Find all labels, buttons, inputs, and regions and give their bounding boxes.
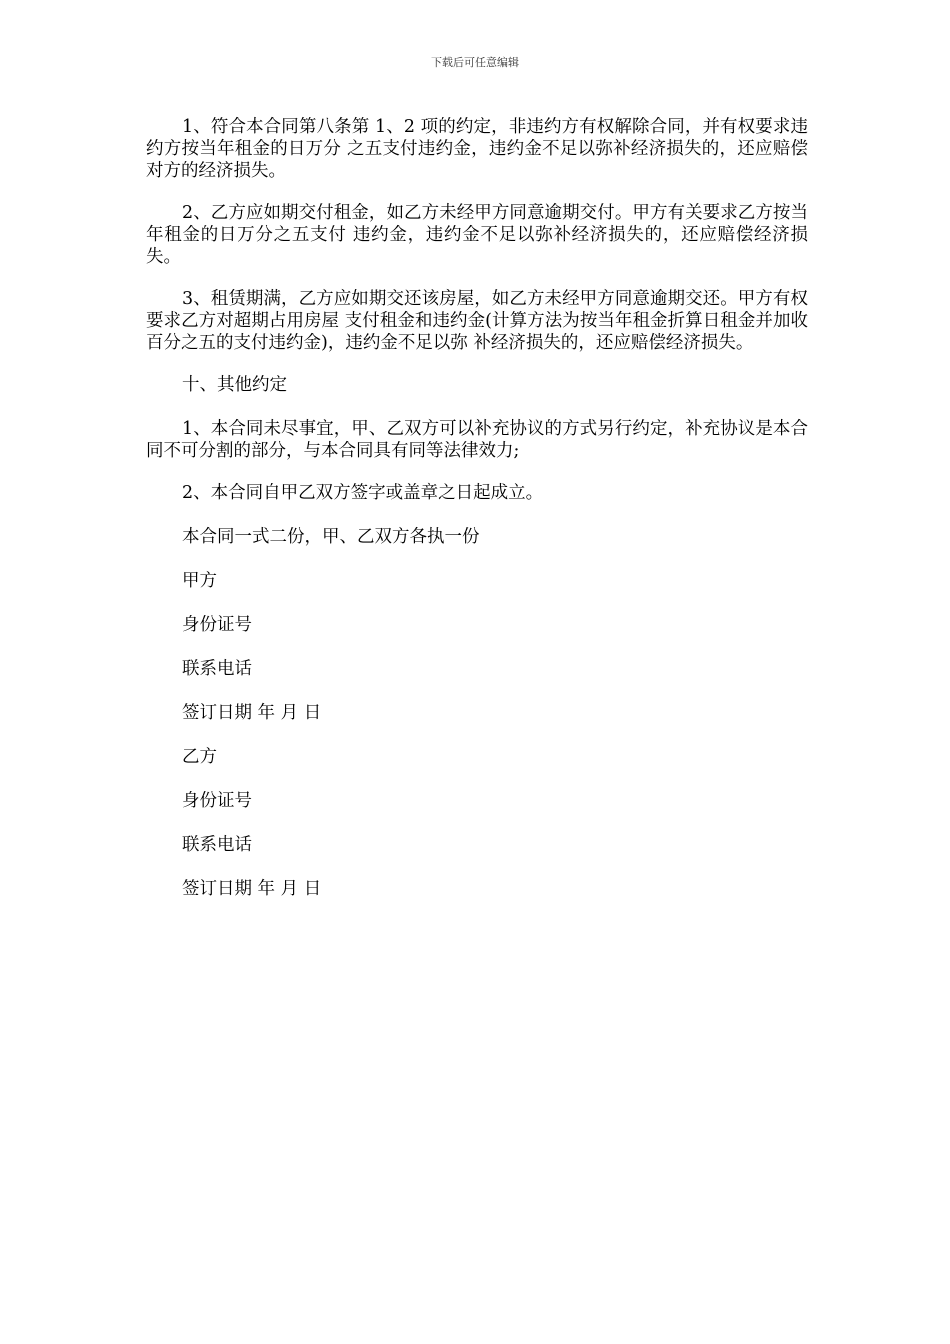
header-note: 下载后可任意编辑 [431, 56, 519, 69]
party-a-sign-date: 签订日期 年 月 日 [182, 703, 322, 723]
other-terms-paragraph-2: 2、本合同自甲乙双方签字或盖章之日起成立。 [182, 483, 544, 503]
party-b-label: 乙方 [182, 747, 217, 767]
party-b-phone: 联系电话 [182, 835, 252, 855]
copies-statement: 本合同一式二份，甲、乙双方各执一份 [182, 527, 480, 547]
party-b-sign-date: 签订日期 年 月 日 [182, 879, 322, 899]
party-a-id-number: 身份证号 [182, 615, 252, 635]
document-body [146, 116, 808, 922]
party-a-phone: 联系电话 [182, 659, 252, 679]
clause-paragraph-1: 1、符合本合同第八条第 1、2 项的约定，非违约方有权解除合同，并有权要求违约方按当年租金的日万分 之五支付违约金，违约金不足以弥补经济损失的，还应赔偿对方的经济损失。 [146, 117, 808, 181]
other-terms-paragraph-1: 1、本合同未尽事宜，甲、乙双方可以补充协议的方式另行约定，补充协议是本合同不可分割的部分，与本合同具有同等法律效力; [146, 419, 808, 461]
section-heading-other-terms: 十、其他约定 [182, 375, 287, 395]
clause-paragraph-2: 2、乙方应如期交付租金，如乙方未经甲方同意逾期交付。甲方有关要求乙方按当年租金的日万分之五支付 违约金，违约金不足以弥补经济损失的，还应赔偿经济损失。 [146, 203, 808, 267]
clause-paragraph-3: 3、租赁期满，乙方应如期交还该房屋，如乙方未经甲方同意逾期交还。甲方有权要求乙方对超期占用房屋 支付租金和违约金(计算方法为按当年租金折算日租金并加收百分之五的支付违约金)，违约金不足以弥 补经济损失的，还应赔偿经济损失。 [146, 289, 808, 353]
party-a-label: 甲方 [182, 571, 217, 591]
party-b-id-number: 身份证号 [182, 791, 252, 811]
